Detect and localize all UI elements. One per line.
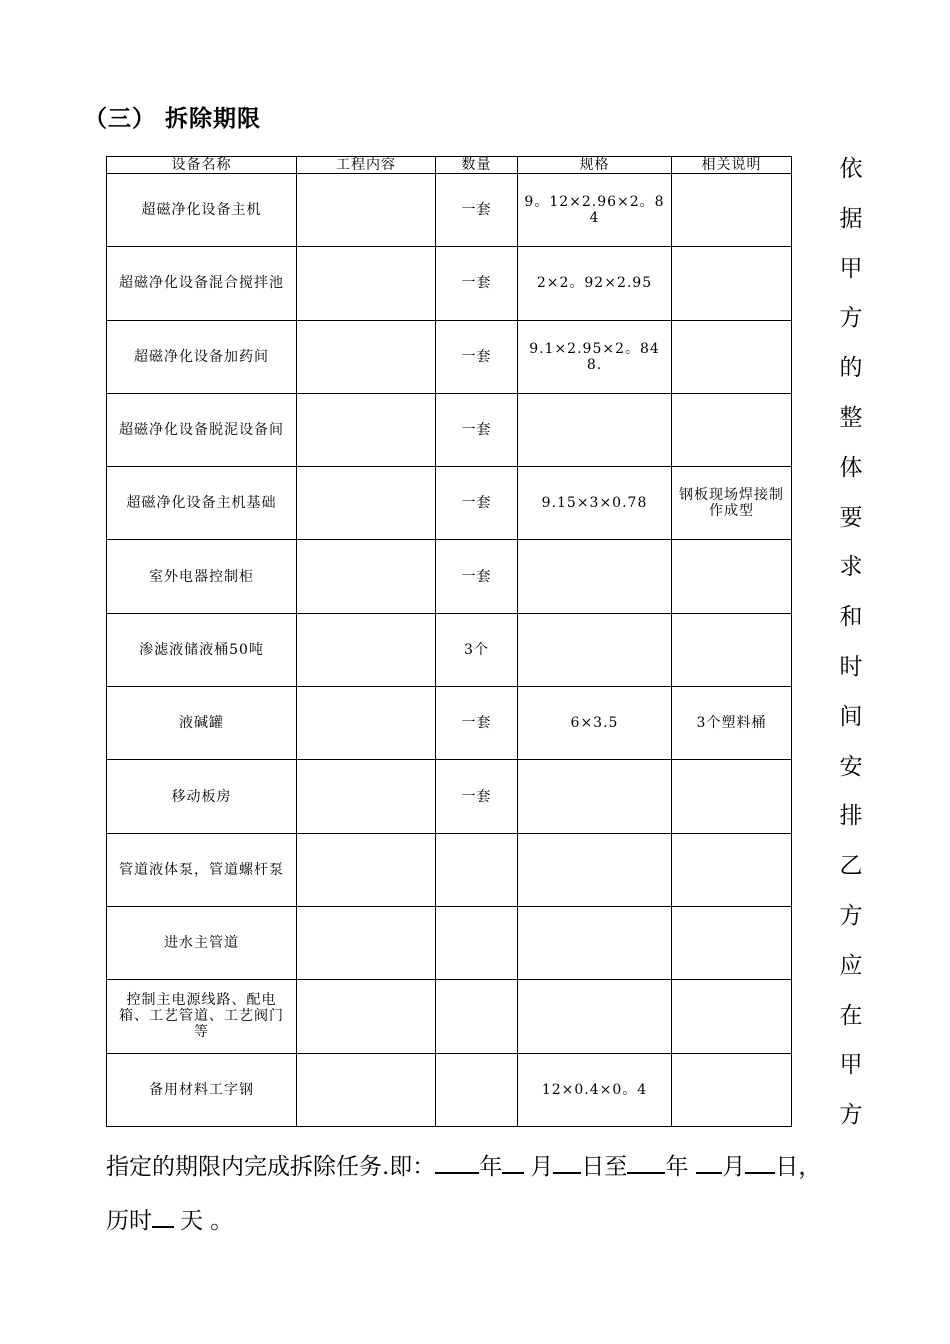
month-blank-2[interactable] xyxy=(696,1150,722,1174)
header-equipment-name: 设备名称 xyxy=(107,157,297,174)
work-content-cell xyxy=(297,393,436,466)
specification-cell: 9。12×2.96×2。84 xyxy=(518,174,672,247)
work-content-cell xyxy=(297,687,436,760)
specification-cell xyxy=(518,833,672,906)
table-row xyxy=(107,247,792,320)
quantity-cell: 一套 xyxy=(436,320,518,393)
specification-cell xyxy=(518,906,672,979)
equipment-name-cell: 备用材料工字钢 xyxy=(107,1053,297,1126)
side-text-char: 和 xyxy=(839,604,863,631)
header-specification: 规格 xyxy=(518,157,672,174)
year-blank-2[interactable] xyxy=(627,1150,665,1174)
table-row xyxy=(107,393,792,466)
year-label-1: 年 xyxy=(479,1154,503,1180)
quantity-cell xyxy=(436,833,518,906)
header-quantity: 数量 xyxy=(436,157,518,174)
quantity-cell: 一套 xyxy=(436,687,518,760)
month-label-1: 月 xyxy=(530,1154,554,1180)
notes-cell xyxy=(672,760,792,833)
equipment-name-cell: 管道液体泵，管道螺杆泵 xyxy=(107,833,297,906)
day-label-2: 日， xyxy=(775,1154,822,1180)
specification-cell xyxy=(518,393,672,466)
month-blank-1[interactable] xyxy=(502,1150,524,1174)
table-row xyxy=(107,980,792,1053)
table-row xyxy=(107,467,792,540)
work-content-cell xyxy=(297,1053,436,1126)
quantity-cell: 一套 xyxy=(436,540,518,613)
notes-cell xyxy=(672,320,792,393)
day-label-1: 日至 xyxy=(581,1154,628,1180)
quantity-cell: 一套 xyxy=(436,247,518,320)
table-row xyxy=(107,687,792,760)
notes-cell xyxy=(672,980,792,1053)
specification-cell xyxy=(518,540,672,613)
paragraph-text-intro: 指定的期限内完成拆除任务.即： xyxy=(106,1154,436,1180)
side-text-char: 据 xyxy=(839,205,863,232)
equipment-name-cell: 超磁净化设备脱泥设备间 xyxy=(107,393,297,466)
quantity-cell xyxy=(436,980,518,1053)
side-text-char: 甲 xyxy=(839,1052,863,1079)
notes-cell: 钢板现场焊接制作成型 xyxy=(672,467,792,540)
work-content-cell xyxy=(297,247,436,320)
side-text-char: 甲 xyxy=(839,255,863,282)
specification-cell xyxy=(518,613,672,686)
table-row xyxy=(107,1053,792,1126)
side-text-char: 方 xyxy=(839,1102,863,1129)
quantity-cell xyxy=(436,1053,518,1126)
side-text-char: 应 xyxy=(839,952,863,979)
work-content-cell xyxy=(297,906,436,979)
quantity-cell: 一套 xyxy=(436,467,518,540)
work-content-cell xyxy=(297,467,436,540)
quantity-cell: 一套 xyxy=(436,174,518,247)
duration-label: 历时 xyxy=(106,1208,152,1234)
table-row xyxy=(107,320,792,393)
duration-suffix: 天 。 xyxy=(180,1208,234,1234)
work-content-cell xyxy=(297,980,436,1053)
work-content-cell xyxy=(297,760,436,833)
table-row xyxy=(107,613,792,686)
year-label-2: 年 xyxy=(665,1154,689,1180)
work-content-cell xyxy=(297,540,436,613)
side-text-char: 的 xyxy=(839,355,863,382)
section-heading: （三） 拆除期限 xyxy=(84,106,262,132)
table-row xyxy=(107,906,792,979)
work-content-cell xyxy=(297,613,436,686)
specification-cell: 6×3.5 xyxy=(518,687,672,760)
side-text-char: 间 xyxy=(839,703,863,730)
month-label-2: 月 xyxy=(722,1154,746,1180)
equipment-name-cell: 超磁净化设备主机基础 xyxy=(107,467,297,540)
side-text-char: 体 xyxy=(839,454,863,481)
equipment-name-cell: 液碱罐 xyxy=(107,687,297,760)
equipment-name-cell: 超磁净化设备加药间 xyxy=(107,320,297,393)
quantity-cell: 一套 xyxy=(436,760,518,833)
equipment-table xyxy=(106,156,792,1127)
side-text-char: 依 xyxy=(839,156,863,182)
equipment-name-cell: 移动板房 xyxy=(107,760,297,833)
side-text-char: 在 xyxy=(839,1002,863,1029)
work-content-cell xyxy=(297,174,436,247)
side-text-char: 求 xyxy=(839,554,863,581)
side-vertical-text xyxy=(836,145,866,1141)
specification-cell xyxy=(518,980,672,1053)
notes-cell xyxy=(672,1053,792,1126)
header-notes: 相关说明 xyxy=(672,157,792,174)
quantity-cell: 3个 xyxy=(436,613,518,686)
quantity-cell: 一套 xyxy=(436,393,518,466)
equipment-name-cell: 室外电器控制柜 xyxy=(107,540,297,613)
notes-cell: 3个塑料桶 xyxy=(672,687,792,760)
table-header-row xyxy=(107,157,792,174)
notes-cell xyxy=(672,247,792,320)
side-text-char: 方 xyxy=(839,305,863,332)
side-text-char: 要 xyxy=(839,504,863,531)
table-row xyxy=(107,760,792,833)
specification-cell xyxy=(518,760,672,833)
notes-cell xyxy=(672,393,792,466)
table-row xyxy=(107,174,792,247)
table-row xyxy=(107,540,792,613)
side-text-char: 整 xyxy=(839,404,863,431)
specification-cell: 9.15×3×0.78 xyxy=(518,467,672,540)
side-text-char: 方 xyxy=(839,902,863,929)
notes-cell xyxy=(672,906,792,979)
side-text-char: 排 xyxy=(839,803,863,830)
notes-cell xyxy=(672,540,792,613)
specification-cell: 12×0.4×0。4 xyxy=(518,1053,672,1126)
day-blank-2[interactable] xyxy=(745,1150,775,1174)
equipment-name-cell: 渗滤液储液桶50吨 xyxy=(107,613,297,686)
duration-days-blank[interactable] xyxy=(152,1204,174,1228)
day-blank-1[interactable] xyxy=(553,1150,581,1174)
side-text-char: 乙 xyxy=(839,853,863,880)
equipment-name-cell: 超磁净化设备主机 xyxy=(107,174,297,247)
notes-cell xyxy=(672,833,792,906)
equipment-name-cell: 超磁净化设备混合搅拌池 xyxy=(107,247,297,320)
table-row xyxy=(107,833,792,906)
specification-cell: 9.1×2.95×2。848. xyxy=(518,320,672,393)
quantity-cell xyxy=(436,906,518,979)
header-work-content: 工程内容 xyxy=(297,157,436,174)
work-content-cell xyxy=(297,833,436,906)
equipment-name-cell: 进水主管道 xyxy=(107,906,297,979)
year-blank-1[interactable] xyxy=(435,1150,479,1174)
work-content-cell xyxy=(297,320,436,393)
side-text-char: 时 xyxy=(839,653,863,680)
side-text-char: 安 xyxy=(839,753,863,780)
specification-cell: 2×2。92×2.95 xyxy=(518,247,672,320)
notes-cell xyxy=(672,613,792,686)
notes-cell xyxy=(672,174,792,247)
deadline-paragraph xyxy=(106,1140,906,1248)
equipment-name-cell: 控制主电源线路、配电箱、工艺管道、工艺阀门等 xyxy=(107,980,297,1053)
